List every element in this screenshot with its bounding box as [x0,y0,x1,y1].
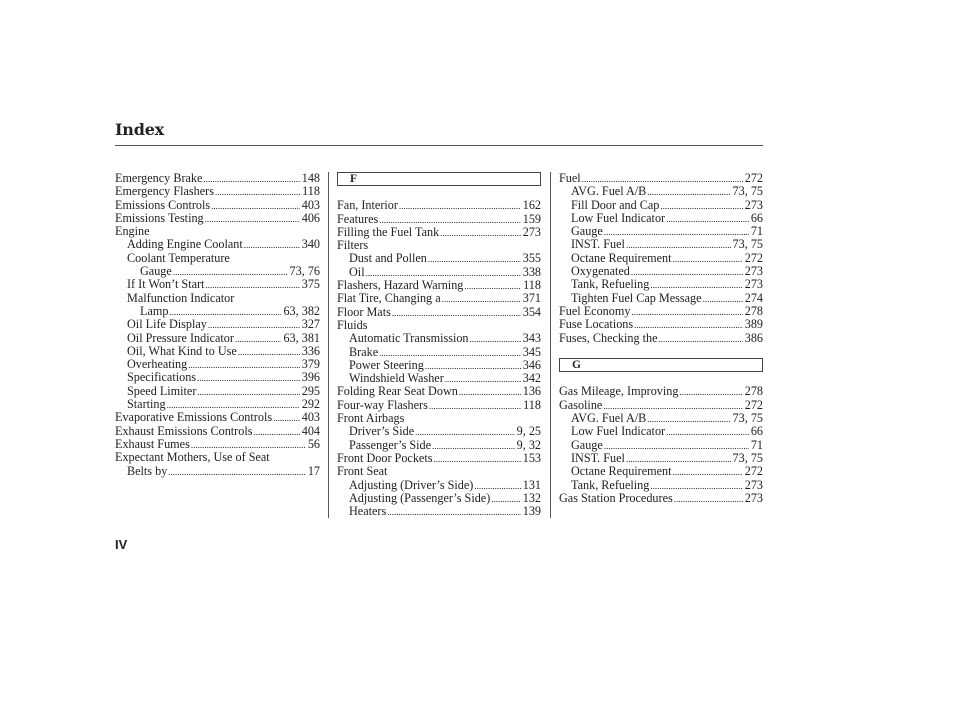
entry-label: Low Fuel Indicator [571,424,666,439]
index-column-3 [559,172,763,505]
index-entry [115,438,320,451]
spacer [559,372,763,385]
index-entry [559,332,763,345]
index-entry [115,212,320,225]
index-entry [337,226,541,239]
entry-page: 73, 75 [732,411,763,426]
entry-label: AVG. Fuel A/B [571,411,647,426]
entry-label: Filling the Fuel Tank [337,224,440,239]
entry-page: 355 [522,251,541,266]
index-entry [337,359,541,372]
entry-label: Four-way Flashers [337,397,428,412]
entry-page: 272 [744,397,763,412]
entry-label: Lamp [140,303,169,318]
entry-label: Flat Tire, Changing a [337,291,441,306]
entry-page: 272 [744,250,763,265]
entry-label: Automatic Transmission [349,331,469,346]
entry-page: 118 [523,397,541,412]
entry-label: Folding Rear Seat Down [337,384,458,399]
index-entry: Coolant Temperature [127,250,230,265]
entry-label: Gauge [571,224,603,239]
entry-label: Gasoline [559,397,603,412]
entry-label: INST. Fuel [571,237,625,252]
title-rule [115,145,763,146]
dot-leader [197,371,300,385]
dot-leader [238,345,300,359]
dot-leader [211,199,300,213]
entry-label: Exhaust Emissions Controls [115,423,253,438]
entry-page: 132 [522,490,541,505]
index-entry [337,266,541,279]
index-entry [559,412,763,425]
entry-label: Tank, Refueling [571,477,650,492]
entry-page: 346 [522,357,541,372]
index-entry [559,305,763,318]
dot-leader [215,185,300,199]
entry-page: 345 [522,344,541,359]
index-entry [337,332,541,345]
entry-label: Octane Requirement [571,250,672,265]
entry-page: 404 [301,423,320,438]
index-entry [337,505,541,518]
dot-leader [666,425,749,439]
entry-label: Exhaust Fumes [115,436,190,451]
entry-label: Tank, Refueling [571,277,650,292]
index-entry [115,371,320,384]
entry-page: 278 [744,303,763,318]
index-entry [559,185,763,198]
index-entry: Malfunction Indicator [127,290,235,305]
index-entry [337,213,541,226]
index-entry [559,479,763,492]
dot-leader [673,252,743,266]
index-entry [559,385,763,398]
entry-page: 406 [301,210,320,225]
entry-label: Oil [349,264,365,279]
index-entry [115,398,320,411]
entry-label: Heaters [349,504,387,519]
column-divider [550,172,551,518]
index-entry [559,199,763,212]
index-entry [115,172,320,185]
entry-page: 159 [522,211,541,226]
index-entry [559,452,763,465]
index-entry [115,385,320,398]
index-entry: Fluids [337,317,368,332]
entry-label: Flashers, Hazard Warning [337,278,464,293]
entry-page: 342 [522,371,541,386]
entry-label: Oil, What Kind to Use [127,343,237,358]
entry-label: Features [337,211,379,226]
entry-page: 162 [522,198,541,213]
entry-label: Gas Mileage, Improving [559,384,679,399]
entry-label: Adjusting (Driver’s Side) [349,477,474,492]
entry-page: 274 [744,290,763,305]
dot-leader [429,399,521,413]
index-entry [559,399,763,412]
entry-label: Fuel Economy [559,303,631,318]
entry-label: Fuse Locations [559,317,634,332]
entry-label: Gas Station Procedures [559,490,673,505]
column-divider [328,172,329,518]
entry-page: 63, 382 [283,303,320,318]
index-column-2 [337,172,541,518]
entry-label: Gauge [571,437,603,452]
entry-page: 66 [750,210,763,225]
entry-label: Belts by [127,463,168,478]
entry-page: 273 [744,490,763,505]
dot-leader [442,292,521,306]
entry-page: 375 [301,277,320,292]
dot-leader [660,199,742,213]
entry-label: Adjusting (Passenger’s Side) [349,490,491,505]
index-entry [115,411,320,424]
index-entry [337,492,541,505]
dot-leader [188,358,299,372]
entry-page: 292 [301,397,320,412]
page-title: Index [115,120,165,139]
entry-page: 295 [301,383,320,398]
index-entry [559,318,763,331]
index-entry: Engine [115,224,150,239]
entry-page: 340 [301,237,320,252]
index-entry [337,346,541,359]
entry-page: 272 [744,464,763,479]
entry-page: 139 [522,504,541,519]
entry-page: 273 [744,197,763,212]
index-entry [115,185,320,198]
index-entry [337,479,541,492]
spacer [559,345,763,358]
entry-label: Emissions Testing [115,210,204,225]
entries-g [559,385,763,505]
entries-f [337,199,541,518]
section-letter-g: G [559,358,763,372]
entry-page: 273 [522,224,541,239]
index-entry [559,425,763,438]
index-entry [337,279,541,292]
entry-page: 73, 75 [732,237,763,252]
index-entry [559,238,763,251]
index-entry [337,425,541,438]
entry-label: Tighten Fuel Cap Message [571,290,702,305]
index-entry [115,199,320,212]
index-entry: Front Seat [337,464,388,479]
entry-label: Oxygenated [571,264,630,279]
entry-page: 9, 32 [516,437,541,452]
index-entry [115,265,320,278]
entry-page: 73, 76 [289,264,320,279]
entry-label: Gauge [140,264,172,279]
entry-page: 389 [744,317,763,332]
entry-label: Evaporative Emissions Controls [115,410,273,425]
dot-leader [470,332,521,346]
index-entry [337,452,541,465]
index-entry [115,358,320,371]
entry-page: 66 [750,424,763,439]
entry-page: 354 [522,304,541,319]
dot-leader [253,425,299,439]
entry-label: Passenger’s Side [349,437,432,452]
entry-page: 403 [301,197,320,212]
dot-leader [244,238,300,252]
entry-page: 273 [744,477,763,492]
index-entry [115,425,320,438]
index-entry [337,399,541,412]
dot-leader [392,306,521,320]
index-entry [115,465,320,478]
entry-page: 278 [744,384,763,399]
entry-label: Oil Life Display [127,317,207,332]
dot-leader [197,385,299,399]
entry-label: Windshield Washer [349,371,444,386]
dot-leader [440,226,521,240]
entry-label: Overheating [127,357,188,372]
index-column-1 [115,172,320,478]
entry-page: 136 [522,384,541,399]
index-entry [115,305,320,318]
entry-label: Adding Engine Coolant [127,237,243,252]
index-entry [559,292,763,305]
dot-leader [631,305,742,319]
dot-leader [666,212,749,226]
index-entry [559,265,763,278]
dot-leader [679,385,742,399]
entry-page: 327 [301,317,320,332]
entry-page: 343 [522,331,541,346]
dot-leader [604,225,749,239]
index-entry [559,465,763,478]
index-entry [559,278,763,291]
index-entry: Filters [337,238,369,253]
index-entry [115,332,320,345]
entry-label: Fuses, Checking the [559,330,658,345]
entry-label: Fuel [559,171,581,185]
entry-page: 273 [744,277,763,292]
entry-label: Floor Mats [337,304,391,319]
entry-page: 371 [522,291,541,306]
entry-page: 63, 381 [283,330,320,345]
entry-label: Driver’s Side [349,424,415,439]
page-number: IV [115,537,128,552]
entry-page: 338 [522,264,541,279]
index-entry [337,439,541,452]
spacer [337,186,541,199]
dot-leader [387,505,521,519]
entry-page: 273 [744,264,763,279]
entry-page: 379 [301,357,320,372]
dot-leader [273,411,300,425]
entry-label: Octane Requirement [571,464,672,479]
dot-leader [673,465,743,479]
entry-label: Brake [349,344,379,359]
dot-leader [674,492,743,506]
dot-leader [464,279,521,293]
entry-page: 386 [744,330,763,345]
entry-label: Emergency Brake [115,171,203,185]
index-entry: Front Airbags [337,411,405,426]
entry-label: INST. Fuel [571,450,625,465]
entry-label: Emergency Flashers [115,184,214,199]
entry-page: 71 [750,224,763,239]
entry-label: If It Won’t Start [127,277,205,292]
dot-leader [205,212,300,226]
entry-label: AVG. Fuel A/B [571,184,647,199]
dot-leader [203,172,299,186]
index-entry: Expectant Mothers, Use of Seat [115,450,270,465]
dot-leader [433,452,520,466]
entry-page: 118 [302,184,320,199]
entry-label: Speed Limiter [127,383,197,398]
entry-page: 118 [523,278,541,293]
entry-label: Oil Pressure Indicator [127,330,234,345]
entry-page: 131 [522,477,541,492]
dot-leader [703,292,743,306]
entry-page: 272 [744,171,763,185]
dot-leader [168,465,306,479]
index-entry [337,252,541,265]
dot-leader [235,332,281,346]
entry-page: 153 [522,450,541,465]
entry-label: Dust and Pollen [349,251,427,266]
index-entry [337,292,541,305]
index-entry [559,492,763,505]
entry-label: Low Fuel Indicator [571,210,666,225]
entry-page: 17 [307,463,320,478]
entry-label: Fill Door and Cap [571,197,660,212]
entry-page: 148 [301,171,320,185]
entry-page: 396 [301,370,320,385]
dot-leader [399,199,521,213]
index-entry [559,225,763,238]
entry-page: 56 [307,436,320,451]
entry-page: 73, 75 [732,184,763,199]
dot-leader [428,252,521,266]
entry-page: 403 [301,410,320,425]
entry-label: Fan, Interior [337,198,398,213]
index-entry [559,252,763,265]
entries-fuel [559,172,763,345]
entry-label: Emissions Controls [115,197,211,212]
index-entry [559,212,763,225]
index-entry [115,345,320,358]
dot-leader [432,439,515,453]
index-entry [337,199,541,212]
index-entry [559,172,763,185]
entry-page: 73, 75 [732,450,763,465]
entry-page: 71 [750,437,763,452]
entry-page: 336 [301,343,320,358]
entry-label: Starting [127,397,166,412]
index-entry [559,439,763,452]
index-entry [115,318,320,331]
index-entry [115,278,320,291]
entry-label: Power Steering [349,357,424,372]
index-entry [337,306,541,319]
dot-leader [659,332,743,346]
dot-leader [491,492,520,506]
index-entry [337,385,541,398]
dot-leader [604,439,749,453]
entry-page: 9, 25 [516,424,541,439]
entry-label: Specifications [127,370,197,385]
entry-label: Front Door Pockets [337,450,433,465]
section-letter-f: F [337,172,541,186]
dot-leader [459,385,521,399]
dot-leader [647,185,730,199]
index-entry [115,238,320,251]
index-entry [337,372,541,385]
